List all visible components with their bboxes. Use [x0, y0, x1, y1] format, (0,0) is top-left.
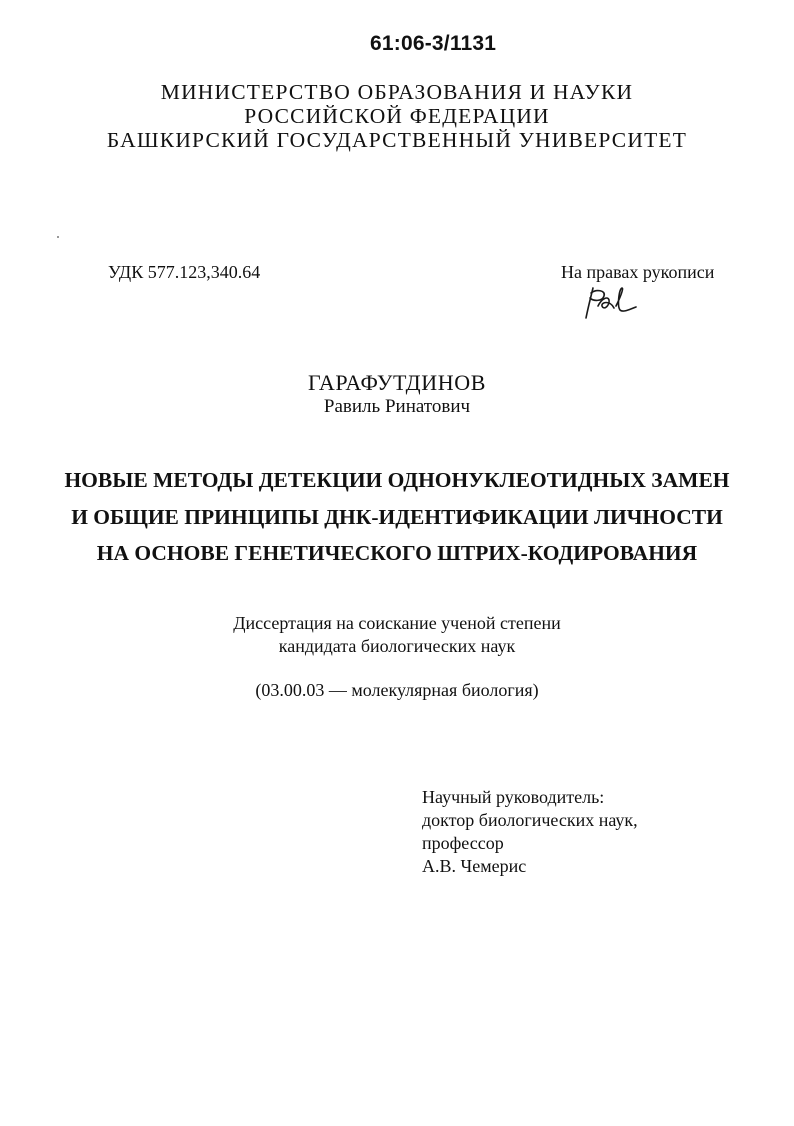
- university-name: БАШКИРСКИЙ ГОСУДАРСТВЕННЫЙ УНИВЕРСИТЕТ: [106, 128, 688, 152]
- specialty-code: (03.00.03 — молекулярная биология): [255, 680, 539, 700]
- title-line-3: НА ОСНОВЕ ГЕНЕТИЧЕСКОГО ШТРИХ-КОДИРОВАНИЯ: [96, 541, 698, 565]
- shelfmark: 61:06-3/1131: [370, 32, 497, 55]
- degree-line-2: кандидата биологических наук: [278, 636, 516, 656]
- degree-line-1: Диссертация на соискание ученой степени: [233, 613, 561, 633]
- dissertation-title: [0, 462, 794, 572]
- title-line-1: НОВЫЕ МЕТОДЫ ДЕТЕКЦИИ ОДНОНУКЛЕОТИДНЫХ ЗАМЕН: [64, 468, 730, 492]
- ministry-line-1: МИНИСТЕРСТВО ОБРАЗОВАНИЯ И НАУКИ: [160, 80, 634, 104]
- advisor-name: А.В. Чемерис: [422, 856, 527, 876]
- degree-statement: [0, 612, 794, 658]
- udk-code: УДК 577.123,340.64: [108, 262, 261, 282]
- handwritten-signature: [584, 284, 640, 322]
- title-line-2: И ОБЩИЕ ПРИНЦИПЫ ДНК-ИДЕНТИФИКАЦИИ ЛИЧНОСТИ: [71, 504, 723, 529]
- advisor-rank: профессор: [422, 833, 504, 853]
- advisor-label: Научный руководитель:: [422, 787, 605, 807]
- scientific-advisor: [422, 786, 638, 878]
- manuscript-rights: На правах рукописи: [561, 262, 715, 282]
- scan-speck: [57, 236, 59, 238]
- author-last-name: ГАРАФУТДИНОВ: [307, 370, 486, 395]
- author-first-names: Равиль Ринатович: [323, 396, 471, 417]
- ministry-line-2: РОССИЙСКОЙ ФЕДЕРАЦИИ: [244, 104, 550, 128]
- advisor-degree: доктор биологических наук,: [422, 810, 638, 830]
